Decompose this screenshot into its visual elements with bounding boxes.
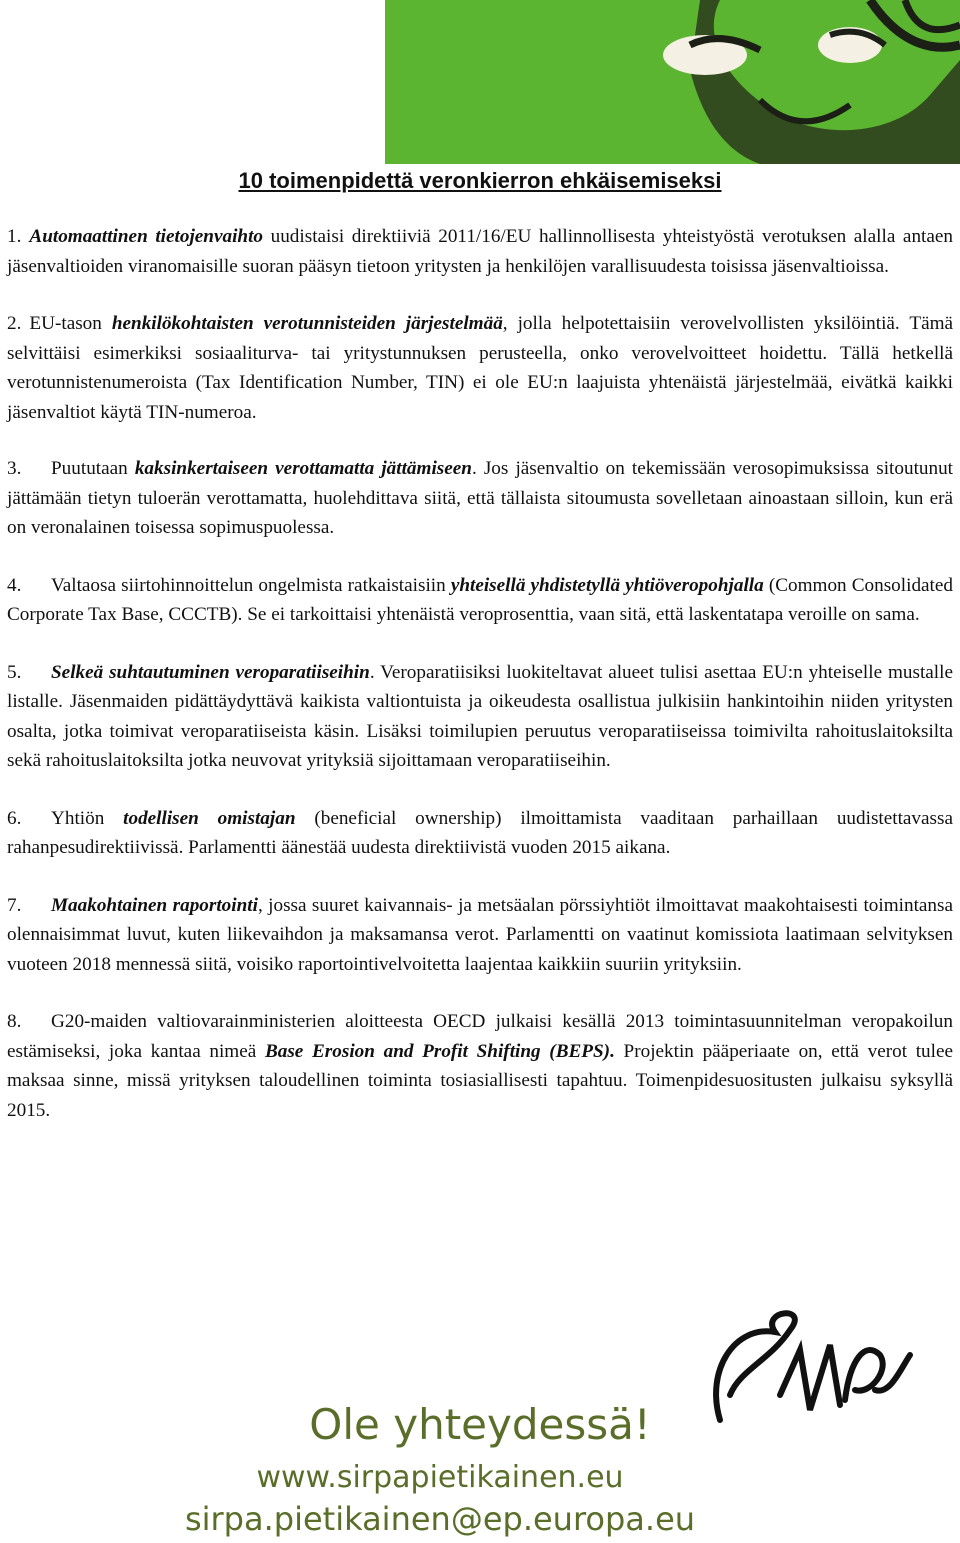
measure-number: 3. bbox=[7, 458, 22, 479]
measures-list bbox=[7, 222, 953, 1153]
measure-emphasis: kaksinkertaiseen verottamatta jättämiseen bbox=[134, 458, 472, 479]
measure-text: uudistaisi direktiiviä 2011/16/EU hallinnollisesta yhteistyöstä verotuksen alalla antaen jäsenvaltioiden viranomaisille suoran pääsyn tietoon yritysten ja henkilöjen varallisuudesta toisissa jäsenvaltioissa. bbox=[7, 226, 954, 277]
measure-text: . Jos jäsenvaltio on tekemissään verosopimuksissa sitoutunut jättämään tietyn tuloerän verottamatta, huolehdittava siitä, että tällaista sitoumusta sovelletaan ainoastaan silloin, kun erä on veronalainen toisessa sopimuspuolessa. bbox=[7, 458, 954, 538]
measure-number: 1. bbox=[7, 226, 22, 247]
measure-emphasis: Maakohtainen raportointi bbox=[51, 894, 258, 916]
measure-number: 7. bbox=[7, 894, 22, 916]
measure-item bbox=[7, 891, 953, 980]
measure-item bbox=[7, 454, 953, 543]
measure-item bbox=[7, 222, 953, 281]
measure-item bbox=[7, 309, 953, 427]
measure-text: (Common Consolidated Corporate Tax Base, CCCTB). Se ei tarkoittaisi yhtenäistä veroprosenttia, vaan sitä, että laskentatapa veroille on sama. bbox=[7, 574, 953, 625]
header-banner-image bbox=[0, 0, 960, 170]
measure-number: 8. bbox=[7, 1011, 22, 1032]
measure-number: 5. bbox=[7, 661, 22, 683]
contact-heading: Ole yhteydessä! bbox=[309, 1400, 651, 1449]
measure-emphasis: henkilökohtaisten verotunnisteiden järjestelmää bbox=[111, 313, 503, 334]
measure-item bbox=[7, 658, 953, 776]
measure-text: G20-maiden valtiovarainministerien aloitteesta OECD julkaisi kesällä 2013 toimintasuunnitelman veropakoilun estämiseksi, joka kantaa nimeä bbox=[7, 1011, 953, 1062]
measure-text: Valtaosa siirtohinnoittelun ongelmista ratkaistaisiin bbox=[51, 574, 451, 596]
measure-number: 4. bbox=[7, 574, 22, 596]
measure-text: . Veroparatiisiksi luokiteltavat alueet tulisi asettaa EU:n yhteiselle mustalle listalle. Jäsenmaiden pidättäydyttävä kaikista valtiontuista ja oikeudesta osallistua julkisiin hankintoihin niiden yritysten osalta, jotka toimivat veroparatiiseista käsin. Lisäksi toimilupien peruutus veroparatiiseissa toimivilta rahoituslaitoksilta sekä rahoituslaitoksilta jotka neuvovat yrityksiä sijoittamaan veroparatiiseihin. bbox=[7, 661, 953, 771]
measure-emphasis: Base Erosion and Profit Shifting (BEPS). bbox=[264, 1040, 615, 1062]
measure-text: Projektin pääperiaate on, että verot tulee maksaa sinne, missä yrityksen taloudellinen toiminta tosiasiallisesti tapahtuu. Toimenpidesuositusten julkaisu syksyllä 2015. bbox=[7, 1040, 953, 1121]
measure-item bbox=[7, 571, 953, 630]
measure-item bbox=[7, 804, 953, 863]
email-link[interactable]: sirpa.pietikainen@ep.europa.eu bbox=[184, 1500, 696, 1538]
measure-text: (beneficial ownership) ilmoittamista vaaditaan parhaillaan uudistettavassa rahanpesudirektiivissä. Parlamentti äänestää uudesta direktiivistä vuoden 2015 aikana. bbox=[7, 807, 953, 858]
measure-emphasis: yhteisellä yhdistetyllä yhtiöveropohjalla bbox=[450, 574, 764, 596]
page-title: 10 toimenpidettä veronkierron ehkäisemiseksi bbox=[238, 168, 722, 193]
measure-emphasis: Automaattinen tietojenvaihto bbox=[29, 226, 264, 247]
measure-emphasis: Selkeä suhtautuminen veroparatiiseihin bbox=[51, 661, 370, 683]
measure-text: Yhtiön bbox=[51, 807, 124, 829]
measure-item bbox=[7, 1007, 953, 1125]
measure-emphasis: todellisen omistajan bbox=[123, 807, 296, 829]
measure-number: 6. bbox=[7, 807, 22, 829]
measure-text: EU-tason bbox=[29, 313, 112, 334]
measure-text: Puututaan bbox=[51, 458, 135, 479]
measure-number: 2. bbox=[7, 313, 22, 334]
measure-text: , jolla helpotettaisiin verovelvollisten yksilöintiä. Tämä selvittäisi esimerkiksi sosiaaliturva- tai yritystunnuksen perusteella, onko verovelvoitteet hoidettu. Tällä hetkellä verotunnistenumeroista (Tax Identification Number, TIN) ei ole EU:n laajuista yhtenäistä järjestelmää, eivätkä kaikki jäsenvaltiot käytä TIN-numeroa. bbox=[7, 313, 954, 423]
measure-text: , jossa suuret kaivannais- ja metsäalan pörssiyhtiöt ilmoittavat maakohtaisesti toimintansa olennaisimmat luvut, kuten liikevaihdon ja maksamansa verot. Parlamentti on vaatinut komissiota laatimaan selvityksen vuoteen 2018 mennessä siitä, voisiko raportointivelvoitetta laajentaa kaikkiin suuriin yrityksiin. bbox=[7, 894, 953, 975]
website-link[interactable]: www.sirpapietikainen.eu bbox=[256, 1460, 624, 1495]
